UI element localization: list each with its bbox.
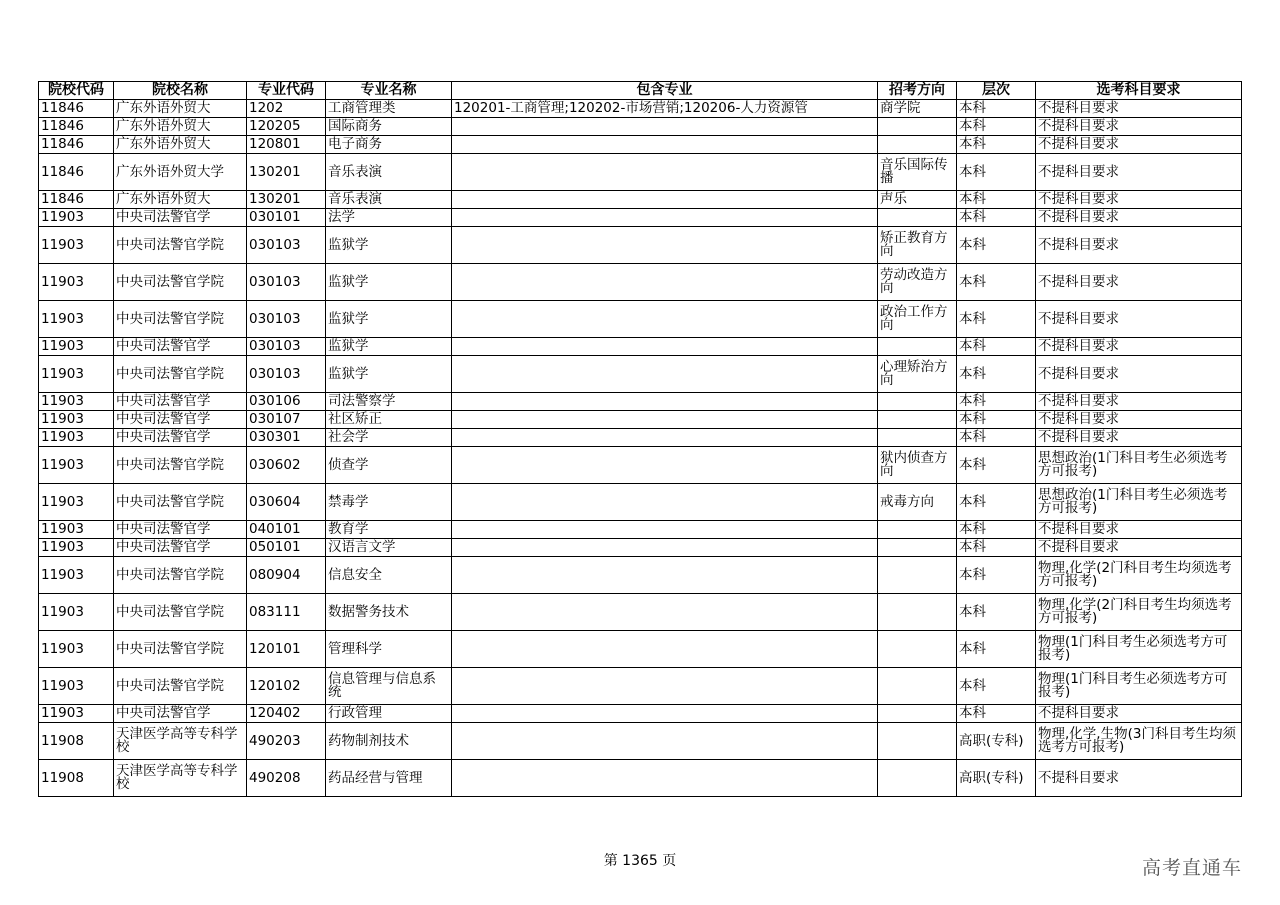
- cell-major-name: 监狱学: [326, 356, 452, 393]
- cell-included-majors: [452, 356, 878, 393]
- cell-included-majors: [452, 484, 878, 521]
- cell-included-majors: [452, 227, 878, 264]
- cell-level: 本科: [957, 705, 1036, 723]
- cell-school-name: 中央司法警官学院: [114, 447, 247, 484]
- cell-subject-requirement: 物理(1门科目考生必须选考方可报考): [1036, 668, 1242, 705]
- table-row: [39, 557, 1242, 594]
- cell-school-name: 广东外语外贸大: [114, 191, 247, 209]
- cell-subject-requirement: 不提科目要求: [1036, 338, 1242, 356]
- cell-included-majors: [452, 209, 878, 227]
- cell-major-name: 行政管理: [326, 705, 452, 723]
- cell-subject-requirement: 不提科目要求: [1036, 393, 1242, 411]
- cell-major-code: 120102: [247, 668, 326, 705]
- cell-school-code: 11903: [39, 447, 114, 484]
- cell-major-code: 030107: [247, 411, 326, 429]
- cell-subject-requirement: 不提科目要求: [1036, 136, 1242, 154]
- cell-subject-requirement: 物理,化学(2门科目考生均须选考方可报考): [1036, 594, 1242, 631]
- cell-subject-requirement: 不提科目要求: [1036, 411, 1242, 429]
- cell-school-name: 中央司法警官学: [114, 429, 247, 447]
- cell-subject-requirement: 不提科目要求: [1036, 521, 1242, 539]
- cell-level: 本科: [957, 301, 1036, 338]
- cell-level: 本科: [957, 594, 1036, 631]
- cell-included-majors: [452, 668, 878, 705]
- cell-school-code: 11903: [39, 301, 114, 338]
- cell-school-code: 11903: [39, 209, 114, 227]
- cell-school-code: 11908: [39, 760, 114, 797]
- cell-level: 本科: [957, 521, 1036, 539]
- cell-major-code: 030301: [247, 429, 326, 447]
- cell-major-name: 管理科学: [326, 631, 452, 668]
- cell-major-name: 监狱学: [326, 338, 452, 356]
- cell-level: 本科: [957, 136, 1036, 154]
- cell-school-code: 11846: [39, 136, 114, 154]
- cell-level: 本科: [957, 631, 1036, 668]
- cell-direction: 狱内侦查方向: [878, 447, 957, 484]
- cell-school-code: 11846: [39, 191, 114, 209]
- cell-school-code: 11903: [39, 631, 114, 668]
- cell-included-majors: [452, 154, 878, 191]
- table-row: [39, 227, 1242, 264]
- header-row: [39, 82, 1242, 100]
- cell-included-majors: [452, 301, 878, 338]
- cell-direction: 声乐: [878, 191, 957, 209]
- cell-school-code: 11903: [39, 557, 114, 594]
- table-row: [39, 594, 1242, 631]
- cell-subject-requirement: 不提科目要求: [1036, 227, 1242, 264]
- cell-school-name: 中央司法警官学: [114, 411, 247, 429]
- cell-major-code: 050101: [247, 539, 326, 557]
- cell-subject-requirement: 不提科目要求: [1036, 191, 1242, 209]
- cell-school-name: 广东外语外贸大: [114, 100, 247, 118]
- cell-direction: [878, 668, 957, 705]
- cell-major-name: 监狱学: [326, 227, 452, 264]
- cell-major-name: 药品经营与管理: [326, 760, 452, 797]
- cell-direction: 劳动改造方向: [878, 264, 957, 301]
- cell-major-code: 030103: [247, 264, 326, 301]
- cell-direction: [878, 557, 957, 594]
- cell-major-code: 130201: [247, 191, 326, 209]
- cell-level: 本科: [957, 154, 1036, 191]
- cell-school-name: 广东外语外贸大学: [114, 154, 247, 191]
- cell-level: 本科: [957, 100, 1036, 118]
- cell-subject-requirement: 不提科目要求: [1036, 100, 1242, 118]
- cell-school-code: 11903: [39, 539, 114, 557]
- cell-major-name: 音乐表演: [326, 191, 452, 209]
- cell-direction: 商学院: [878, 100, 957, 118]
- cell-level: 本科: [957, 668, 1036, 705]
- table-row: [39, 521, 1242, 539]
- cell-major-name: 汉语言文学: [326, 539, 452, 557]
- table-row: [39, 338, 1242, 356]
- cell-school-name: 中央司法警官学: [114, 705, 247, 723]
- cell-included-majors: [452, 705, 878, 723]
- cell-level: 本科: [957, 227, 1036, 264]
- cell-direction: [878, 429, 957, 447]
- header-subject-requirement: 选考科目要求: [1036, 82, 1242, 100]
- cell-subject-requirement: 不提科目要求: [1036, 301, 1242, 338]
- cell-direction: [878, 393, 957, 411]
- cell-major-code: 030106: [247, 393, 326, 411]
- table-row: [39, 631, 1242, 668]
- cell-level: 本科: [957, 429, 1036, 447]
- cell-direction: 音乐国际传播: [878, 154, 957, 191]
- cell-major-name: 法学: [326, 209, 452, 227]
- cell-direction: [878, 209, 957, 227]
- cell-level: 本科: [957, 209, 1036, 227]
- cell-major-name: 禁毒学: [326, 484, 452, 521]
- cell-major-code: 120402: [247, 705, 326, 723]
- cell-major-code: 083111: [247, 594, 326, 631]
- cell-school-code: 11908: [39, 723, 114, 760]
- table-row: [39, 356, 1242, 393]
- cell-major-code: 030101: [247, 209, 326, 227]
- cell-level: 本科: [957, 393, 1036, 411]
- cell-subject-requirement: 物理,化学,生物(3门科目考生均须选考方可报考): [1036, 723, 1242, 760]
- cell-major-name: 监狱学: [326, 301, 452, 338]
- header-major-code: 专业代码: [247, 82, 326, 100]
- cell-direction: [878, 411, 957, 429]
- cell-school-code: 11903: [39, 429, 114, 447]
- cell-school-name: 中央司法警官学院: [114, 631, 247, 668]
- cell-school-name: 中央司法警官学院: [114, 227, 247, 264]
- cell-school-name: 中央司法警官学院: [114, 356, 247, 393]
- cell-major-code: 030103: [247, 356, 326, 393]
- cell-subject-requirement: 不提科目要求: [1036, 209, 1242, 227]
- table-row: [39, 447, 1242, 484]
- cell-included-majors: [452, 429, 878, 447]
- cell-included-majors: [452, 118, 878, 136]
- cell-level: 本科: [957, 411, 1036, 429]
- cell-school-code: 11903: [39, 594, 114, 631]
- cell-major-code: 490208: [247, 760, 326, 797]
- header-major-name: 专业名称: [326, 82, 452, 100]
- cell-level: 本科: [957, 264, 1036, 301]
- cell-school-code: 11846: [39, 154, 114, 191]
- cell-subject-requirement: 思想政治(1门科目考生必须选考方可报考): [1036, 484, 1242, 521]
- cell-school-name: 天津医学高等专科学校: [114, 760, 247, 797]
- table-row: [39, 411, 1242, 429]
- table-row: [39, 136, 1242, 154]
- cell-included-majors: [452, 338, 878, 356]
- cell-included-majors: [452, 631, 878, 668]
- table-row: [39, 301, 1242, 338]
- cell-school-name: 中央司法警官学院: [114, 264, 247, 301]
- table-row: [39, 154, 1242, 191]
- cell-school-name: 中央司法警官学院: [114, 301, 247, 338]
- cell-major-code: 030604: [247, 484, 326, 521]
- cell-major-code: 040101: [247, 521, 326, 539]
- cell-school-name: 中央司法警官学院: [114, 484, 247, 521]
- cell-major-name: 信息安全: [326, 557, 452, 594]
- cell-school-name: 广东外语外贸大: [114, 136, 247, 154]
- cell-included-majors: [452, 136, 878, 154]
- cell-direction: [878, 118, 957, 136]
- table-row: [39, 539, 1242, 557]
- cell-included-majors: [452, 264, 878, 301]
- table-row: [39, 209, 1242, 227]
- cell-school-name: 中央司法警官学院: [114, 557, 247, 594]
- cell-school-code: 11903: [39, 393, 114, 411]
- table-row: [39, 429, 1242, 447]
- cell-subject-requirement: 不提科目要求: [1036, 429, 1242, 447]
- cell-level: 本科: [957, 338, 1036, 356]
- cell-major-code: 030103: [247, 227, 326, 264]
- cell-major-name: 国际商务: [326, 118, 452, 136]
- cell-major-name: 社区矫正: [326, 411, 452, 429]
- cell-level: 本科: [957, 539, 1036, 557]
- cell-subject-requirement: 不提科目要求: [1036, 154, 1242, 191]
- page-number: 第 1365 页: [603, 853, 677, 869]
- cell-school-code: 11903: [39, 227, 114, 264]
- cell-direction: 矫正教育方向: [878, 227, 957, 264]
- cell-direction: [878, 631, 957, 668]
- table-row: [39, 191, 1242, 209]
- cell-school-code: 11846: [39, 100, 114, 118]
- table-row: [39, 100, 1242, 118]
- cell-major-code: 120801: [247, 136, 326, 154]
- cell-level: 高职(专科): [957, 723, 1036, 760]
- cell-major-name: 信息管理与信息系统: [326, 668, 452, 705]
- cell-major-name: 社会学: [326, 429, 452, 447]
- cell-major-name: 司法警察学: [326, 393, 452, 411]
- table-row: [39, 264, 1242, 301]
- table-row: [39, 760, 1242, 797]
- cell-level: 本科: [957, 447, 1036, 484]
- cell-subject-requirement: 不提科目要求: [1036, 356, 1242, 393]
- cell-level: 本科: [957, 484, 1036, 521]
- watermark: 高考直通车: [1142, 857, 1243, 879]
- cell-included-majors: [452, 191, 878, 209]
- cell-major-code: 120205: [247, 118, 326, 136]
- cell-school-name: 中央司法警官学: [114, 521, 247, 539]
- cell-school-name: 天津医学高等专科学校: [114, 723, 247, 760]
- cell-school-code: 11903: [39, 521, 114, 539]
- cell-school-name: 中央司法警官学: [114, 209, 247, 227]
- cell-included-majors: 120201-工商管理;120202-市场营销;120206-人力资源管: [452, 100, 878, 118]
- table-row: [39, 723, 1242, 760]
- cell-school-name: 中央司法警官学: [114, 338, 247, 356]
- cell-school-name: 中央司法警官学: [114, 393, 247, 411]
- header-school-name: 院校名称: [114, 82, 247, 100]
- cell-subject-requirement: 不提科目要求: [1036, 705, 1242, 723]
- cell-major-code: 130201: [247, 154, 326, 191]
- cell-included-majors: [452, 723, 878, 760]
- cell-level: 高职(专科): [957, 760, 1036, 797]
- cell-direction: 政治工作方向: [878, 301, 957, 338]
- cell-direction: [878, 136, 957, 154]
- cell-major-code: 490203: [247, 723, 326, 760]
- cell-school-code: 11903: [39, 356, 114, 393]
- cell-level: 本科: [957, 191, 1036, 209]
- cell-subject-requirement: 不提科目要求: [1036, 118, 1242, 136]
- cell-direction: [878, 338, 957, 356]
- admission-table: [38, 81, 1242, 797]
- cell-major-code: 030103: [247, 301, 326, 338]
- cell-school-name: 中央司法警官学: [114, 539, 247, 557]
- cell-major-code: 030103: [247, 338, 326, 356]
- header-direction: 招考方向: [878, 82, 957, 100]
- cell-level: 本科: [957, 557, 1036, 594]
- cell-direction: [878, 521, 957, 539]
- header-included-majors: 包含专业: [452, 82, 878, 100]
- cell-included-majors: [452, 411, 878, 429]
- cell-direction: 戒毒方向: [878, 484, 957, 521]
- cell-included-majors: [452, 393, 878, 411]
- cell-level: 本科: [957, 118, 1036, 136]
- cell-school-code: 11903: [39, 411, 114, 429]
- cell-direction: [878, 723, 957, 760]
- cell-subject-requirement: 物理(1门科目考生必须选考方可报考): [1036, 631, 1242, 668]
- cell-school-code: 11903: [39, 484, 114, 521]
- cell-school-code: 11903: [39, 705, 114, 723]
- cell-school-code: 11846: [39, 118, 114, 136]
- cell-major-name: 音乐表演: [326, 154, 452, 191]
- cell-major-name: 药物制剂技术: [326, 723, 452, 760]
- cell-major-name: 侦查学: [326, 447, 452, 484]
- cell-included-majors: [452, 447, 878, 484]
- cell-subject-requirement: 思想政治(1门科目考生必须选考方可报考): [1036, 447, 1242, 484]
- cell-included-majors: [452, 557, 878, 594]
- cell-major-name: 电子商务: [326, 136, 452, 154]
- cell-subject-requirement: 不提科目要求: [1036, 760, 1242, 797]
- cell-included-majors: [452, 539, 878, 557]
- cell-major-name: 监狱学: [326, 264, 452, 301]
- cell-major-code: 080904: [247, 557, 326, 594]
- cell-direction: 心理矫治方向: [878, 356, 957, 393]
- header-school-code: 院校代码: [39, 82, 114, 100]
- table-row: [39, 484, 1242, 521]
- cell-major-name: 教育学: [326, 521, 452, 539]
- cell-included-majors: [452, 521, 878, 539]
- cell-major-code: 030602: [247, 447, 326, 484]
- table-row: [39, 393, 1242, 411]
- cell-direction: [878, 594, 957, 631]
- cell-subject-requirement: 不提科目要求: [1036, 264, 1242, 301]
- cell-subject-requirement: 物理,化学(2门科目考生均须选考方可报考): [1036, 557, 1242, 594]
- cell-included-majors: [452, 594, 878, 631]
- cell-direction: [878, 539, 957, 557]
- cell-major-name: 数据警务技术: [326, 594, 452, 631]
- cell-school-code: 11903: [39, 338, 114, 356]
- cell-direction: [878, 760, 957, 797]
- cell-direction: [878, 705, 957, 723]
- table-body: [39, 100, 1242, 797]
- cell-school-code: 11903: [39, 668, 114, 705]
- table-row: [39, 705, 1242, 723]
- cell-level: 本科: [957, 356, 1036, 393]
- header-level: 层次: [957, 82, 1036, 100]
- cell-school-code: 11903: [39, 264, 114, 301]
- table-row: [39, 118, 1242, 136]
- cell-subject-requirement: 不提科目要求: [1036, 539, 1242, 557]
- cell-school-name: 中央司法警官学院: [114, 594, 247, 631]
- cell-major-code: 1202: [247, 100, 326, 118]
- table-row: [39, 668, 1242, 705]
- cell-major-name: 工商管理类: [326, 100, 452, 118]
- cell-included-majors: [452, 760, 878, 797]
- cell-school-name: 中央司法警官学院: [114, 668, 247, 705]
- cell-school-name: 广东外语外贸大: [114, 118, 247, 136]
- cell-major-code: 120101: [247, 631, 326, 668]
